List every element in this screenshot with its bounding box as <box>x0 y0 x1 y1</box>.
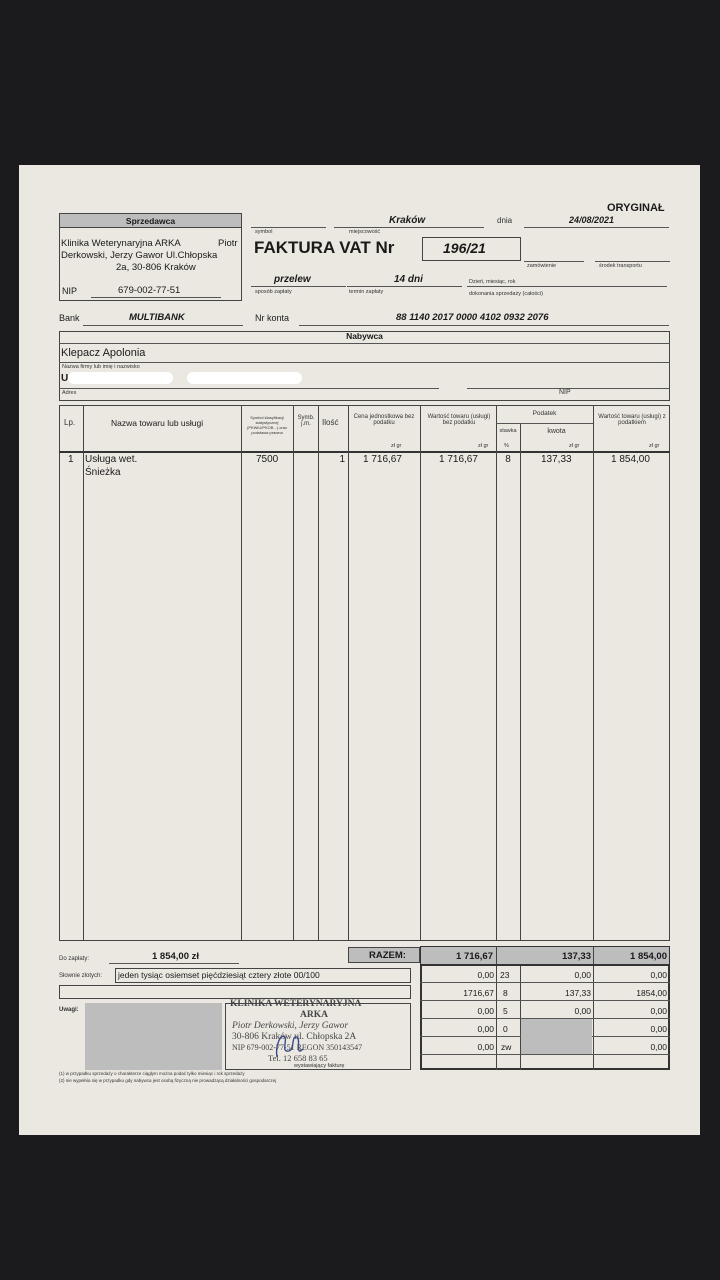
invoice-number: 196/21 <box>443 240 486 256</box>
stamp-line5: NIP 679-002-77-51 REGON 350143547 <box>232 1043 363 1052</box>
completion-label: dokonania sprzedaży (całości) <box>469 291 543 297</box>
row-unit-price: 1 716,67 <box>363 454 402 465</box>
seller-title: Sprzedawca <box>59 213 242 228</box>
b4-net: 0,00 <box>477 1024 494 1034</box>
issuer-label: wystawiający fakturę <box>294 1063 345 1069</box>
b1-net: 0,00 <box>477 970 494 980</box>
header-unit: Symb. j.m. <box>297 415 315 427</box>
b2-net: 1716,67 <box>463 988 494 998</box>
row-rate: 8 <box>505 454 511 465</box>
b4-rate: 0 <box>503 1024 508 1034</box>
b5-net: 0,00 <box>477 1042 494 1052</box>
header-net: Wartość towaru (usługi) bez podatku <box>427 414 491 426</box>
b3-net: 0,00 <box>477 1006 494 1016</box>
invoice-title: FAKTURA VAT Nr <box>254 238 395 257</box>
payment-method-label: sposób zapłaty <box>255 289 292 295</box>
account-label: Nr konta <box>255 313 290 323</box>
buyer-nip-label: NIP <box>559 389 571 396</box>
buyer-box <box>59 331 670 401</box>
invoice-paper <box>19 165 700 1135</box>
row-tax: 137,33 <box>541 454 572 465</box>
day-label: Dzień, miesiąc, rok <box>469 279 516 285</box>
row-net: 1 716,67 <box>439 454 478 465</box>
b3-tax: 0,00 <box>574 1006 591 1016</box>
b2-gross: 1854,00 <box>636 988 667 998</box>
b1-gross: 0,00 <box>650 970 667 980</box>
stamp-line4: 30-806 Kraków ul. Chłopska 2A <box>232 1032 357 1042</box>
currency-gross: zł gr <box>649 443 660 449</box>
row-gross: 1 854,00 <box>611 454 650 465</box>
order-label: zamówienie <box>527 263 557 269</box>
seller-name-line1: Klinika Weterynaryjna ARKA <box>61 238 181 249</box>
seller-nip-label: NIP <box>62 286 78 296</box>
seller-name-line3: 2a, 30-806 Kraków <box>116 262 196 273</box>
bank-label: Bank <box>59 313 80 323</box>
remarks-box <box>85 1003 222 1070</box>
shaded-tax-cells <box>521 1019 592 1054</box>
buyer-name: Klepacz Apolonia <box>61 347 146 359</box>
b3-gross: 0,00 <box>650 1006 667 1016</box>
stamp-line1: KLINIKA WETERYNARYJNA <box>230 999 362 1009</box>
row-name-line1: Usługa wet. <box>85 454 138 465</box>
total-label: RAZEM: <box>369 950 406 961</box>
header-tax: Podatek <box>532 410 557 417</box>
b5-gross: 0,00 <box>650 1042 667 1052</box>
b2-tax: 137,33 <box>565 988 591 998</box>
stamp-line6: Tel. 12 658 83 65 <box>268 1053 328 1063</box>
currency-tax: zł gr <box>569 443 580 449</box>
header-amount: kwota <box>547 428 566 435</box>
footnote-1: (1) w przypadku sprzedaży o charakterze ciągłym można podać tylko miesiąc i rok sprzedaży <box>59 1071 245 1076</box>
words-label: Słownie złotych: <box>59 973 103 979</box>
original-label: ORYGINAŁ <box>607 202 665 214</box>
redaction-2 <box>187 372 302 384</box>
header-gross: Wartość towaru (usługi) z podatkiem <box>598 414 666 426</box>
redaction-1 <box>68 372 173 384</box>
header-lp: Lp. <box>64 418 76 427</box>
total-tax: 137,33 <box>561 951 591 962</box>
row-qty: 1 <box>339 454 345 465</box>
buyer-title: Nabywca <box>346 331 383 341</box>
transport-label: środek transportu <box>599 263 642 269</box>
currency-unit-price: zł gr <box>391 443 402 449</box>
date-value: 24/08/2021 <box>569 215 615 225</box>
header-qty: Ilość <box>322 418 339 427</box>
percent-label: % <box>504 443 509 449</box>
row-name-line2: Śnieżka <box>85 467 121 478</box>
total-net: 1 716,67 <box>456 951 493 962</box>
words-box-2 <box>59 985 411 999</box>
b1-tax: 0,00 <box>574 970 591 980</box>
place-value: Kraków <box>389 215 426 226</box>
b5-rate: zw <box>501 1042 512 1052</box>
buyer-address-label: Adres <box>62 390 77 396</box>
header-rate: stawka <box>499 428 517 434</box>
due-amount: 1 854,00 zł <box>152 951 200 962</box>
due-label: Do zapłaty: <box>59 956 90 962</box>
header-pkwiu: Symbol klasyfikacji statystycznej (PKWiU/PKOB...) oraz podstawa prawna <box>246 415 287 435</box>
b1-rate: 23 <box>500 970 510 980</box>
signature <box>269 1027 309 1063</box>
total-gross: 1 854,00 <box>630 951 667 962</box>
stamp-line2: ARKA <box>300 1010 328 1020</box>
stamp-line3: Piotr Derkowski, Jerzy Gawor <box>232 1021 349 1031</box>
date-label: dnia <box>497 216 513 225</box>
account-number: 88 1140 2017 0000 4102 0932 2076 <box>396 312 549 323</box>
place-label: miejscowość <box>349 229 381 235</box>
bank-name: MULTIBANK <box>129 312 185 323</box>
buyer-name-label: Nazwa firmy lub imię i nazwisko <box>62 364 140 370</box>
words-value: jeden tysiąc osiemset pięćdziesiąt cztery złote 00/100 <box>118 970 320 980</box>
row-lp: 1 <box>68 454 74 465</box>
b4-gross: 0,00 <box>650 1024 667 1034</box>
seller-name-line2: Derkowski, Jerzy Gawor Ul.Chłopska <box>61 250 218 261</box>
remarks-label: Uwagi: <box>59 1007 79 1013</box>
seller-name-word: Piotr <box>218 238 238 249</box>
footnote-2: (2) nie wypełnia się w przypadku gdy nabywca jest osobą fizyczną nie prowadzącą działalności gospodarczej <box>59 1078 277 1083</box>
items-table <box>59 405 670 941</box>
row-pkwiu: 7500 <box>256 454 279 465</box>
header-unit-price: Cena jednostkowa bez podatku <box>353 414 415 426</box>
b2-rate: 8 <box>503 988 508 998</box>
currency-net: zł gr <box>478 443 489 449</box>
header-name: Nazwa towaru lub usługi <box>111 418 204 428</box>
payment-term-label: termin zapłaty <box>349 289 384 295</box>
symbol-label: symbol <box>255 229 273 235</box>
payment-term: 14 dni <box>394 274 423 285</box>
b3-rate: 5 <box>503 1006 508 1016</box>
payment-method: przelew <box>274 274 311 285</box>
seller-nip: 679-002-77-51 <box>118 285 181 296</box>
buyer-address-start: U <box>61 373 69 384</box>
